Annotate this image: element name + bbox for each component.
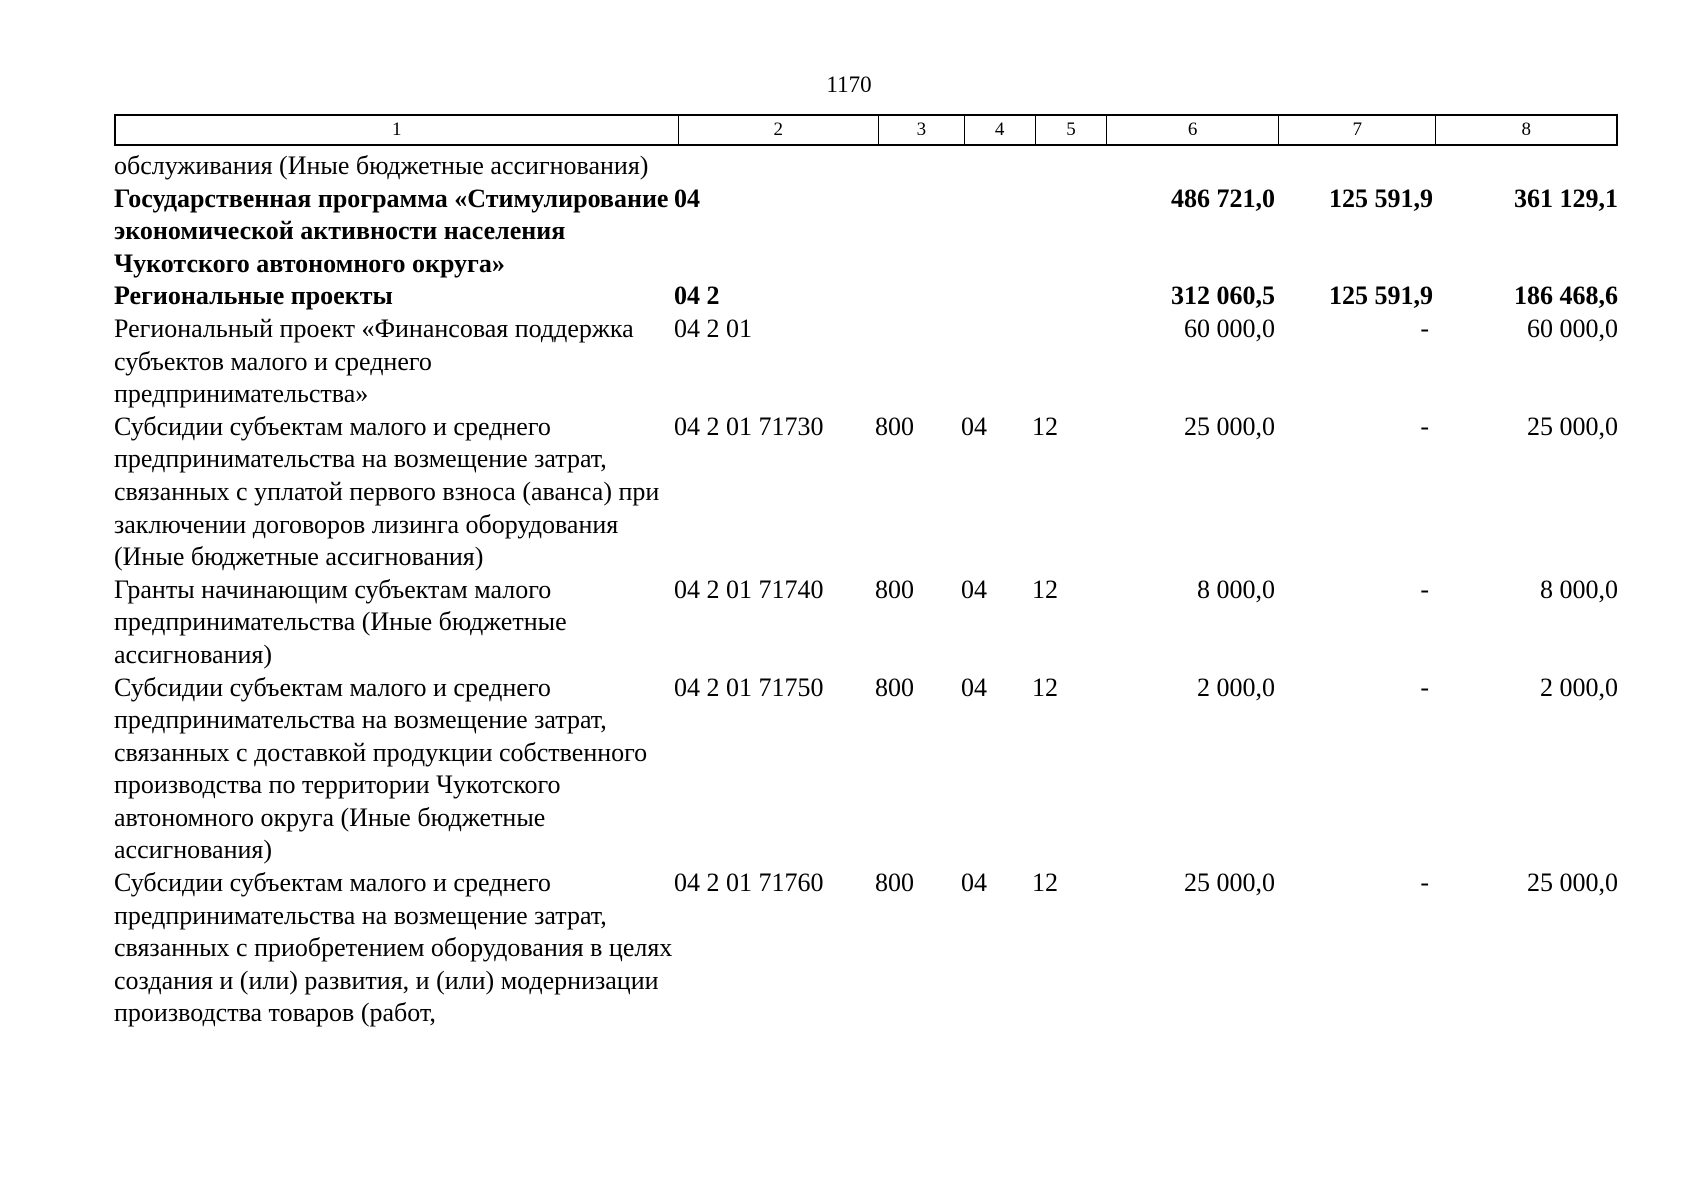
row-vr: 800 <box>875 574 914 604</box>
row-total: 25 000,0 <box>1184 868 1275 898</box>
row-code <box>674 150 875 183</box>
row-regional: 8 000,0 <box>1540 574 1618 604</box>
row-vr <box>875 313 961 411</box>
row-pr <box>1032 280 1104 313</box>
row-vr: 800 <box>875 672 914 702</box>
row-pr: 12 <box>1032 574 1058 604</box>
table-row <box>114 672 1624 868</box>
column-header-1: 1 <box>116 116 679 144</box>
row-code: 04 <box>674 183 700 213</box>
row-regional <box>1433 150 1618 183</box>
row-code: 04 2 01 <box>674 313 752 343</box>
row-pr <box>1032 183 1104 281</box>
row-total: 486 721,0 <box>1171 183 1275 213</box>
row-vr: 800 <box>875 411 914 441</box>
row-pr <box>1032 313 1104 411</box>
row-name: Субсидии субъектам малого и среднего предпринимательства на возмещение затрат, связанных с приобретением оборудования в целях создания и (или) развития, и (или) модернизации производства товаров (работ, <box>114 868 673 1028</box>
table-row <box>114 183 1624 281</box>
row-federal <box>1275 150 1433 183</box>
row-name: Субсидии субъектам малого и среднего предпринимательства на возмещение затрат, связанных с уплатой первого взноса (аванса) при заключении договоров лизинга оборудования (Иные бюджетные ассигнования) <box>114 411 660 572</box>
row-regional: 25 000,0 <box>1527 411 1618 441</box>
row-rz <box>961 280 1032 313</box>
row-rz: 04 <box>961 411 987 441</box>
table-row <box>114 411 1624 574</box>
row-name: Государственная программа «Стимулирование экономической активности населения Чукотского автономного округа» <box>114 183 669 278</box>
row-total: 60 000,0 <box>1184 313 1275 343</box>
row-vr <box>875 183 961 281</box>
row-regional: 2 000,0 <box>1540 672 1618 702</box>
column-header-8: 8 <box>1521 119 1531 140</box>
row-code: 04 2 01 71760 <box>674 868 824 898</box>
column-header-7: 7 <box>1279 116 1437 144</box>
row-code: 04 2 01 71750 <box>674 672 824 702</box>
row-vr: 800 <box>875 868 914 898</box>
row-rz: 04 <box>961 574 987 604</box>
row-federal: 125 591,9 <box>1329 281 1433 311</box>
row-rz <box>961 183 1032 281</box>
row-rz <box>961 313 1032 411</box>
page-number: 1170 <box>826 72 872 97</box>
row-federal: - <box>1420 672 1429 702</box>
row-vr <box>875 280 961 313</box>
column-header-2: 2 <box>679 116 879 144</box>
row-pr: 12 <box>1032 411 1058 441</box>
row-rz: 04 <box>961 672 987 702</box>
row-rz <box>961 150 1032 183</box>
table-row <box>114 574 1624 672</box>
row-total: 312 060,5 <box>1171 281 1275 311</box>
row-pr <box>1032 150 1104 183</box>
row-federal: - <box>1420 868 1429 898</box>
row-vr <box>875 150 961 183</box>
row-pr: 12 <box>1032 672 1058 702</box>
row-name: обслуживания (Иные бюджетные ассигнования) <box>114 151 649 180</box>
row-regional: 60 000,0 <box>1527 313 1618 343</box>
row-regional: 25 000,0 <box>1527 868 1618 898</box>
row-total: 8 000,0 <box>1197 574 1275 604</box>
column-header-6: 6 <box>1107 116 1279 144</box>
table-row <box>114 867 1624 1030</box>
row-regional: 186 468,6 <box>1514 281 1618 311</box>
row-total: 25 000,0 <box>1184 411 1275 441</box>
row-code: 04 2 01 71730 <box>674 411 824 441</box>
column-header-3: 3 <box>879 116 965 144</box>
row-total: 2 000,0 <box>1197 672 1275 702</box>
row-code: 04 2 <box>674 281 720 311</box>
row-regional: 361 129,1 <box>1514 183 1618 213</box>
table-row <box>114 150 1624 183</box>
row-code: 04 2 01 71740 <box>674 574 824 604</box>
row-federal: - <box>1420 313 1429 343</box>
row-federal: 125 591,9 <box>1329 183 1433 213</box>
row-rz: 04 <box>961 868 987 898</box>
column-header-5: 5 <box>1036 116 1108 144</box>
column-header-4: 4 <box>965 116 1036 144</box>
row-name: Субсидии субъектам малого и среднего предпринимательства на возмещение затрат, связанных с доставкой продукции собственного производства по территории Чукотского автономного округа (Иные бюджетные ассигнования) <box>114 672 648 865</box>
table-body <box>114 150 1624 1030</box>
row-pr: 12 <box>1032 868 1058 898</box>
row-name: Гранты начинающим субъектам малого предпринимательства (Иные бюджетные ассигнования) <box>114 574 567 669</box>
table-row <box>114 280 1624 313</box>
row-total <box>1104 150 1275 183</box>
row-name: Региональные проекты <box>114 281 393 311</box>
row-federal: - <box>1420 574 1429 604</box>
row-name: Региональный проект «Финансовая поддержка субъектов малого и среднего предпринимательства» <box>114 313 634 409</box>
table-header <box>114 114 1618 146</box>
row-federal: - <box>1420 411 1429 441</box>
table-row <box>114 313 1624 411</box>
